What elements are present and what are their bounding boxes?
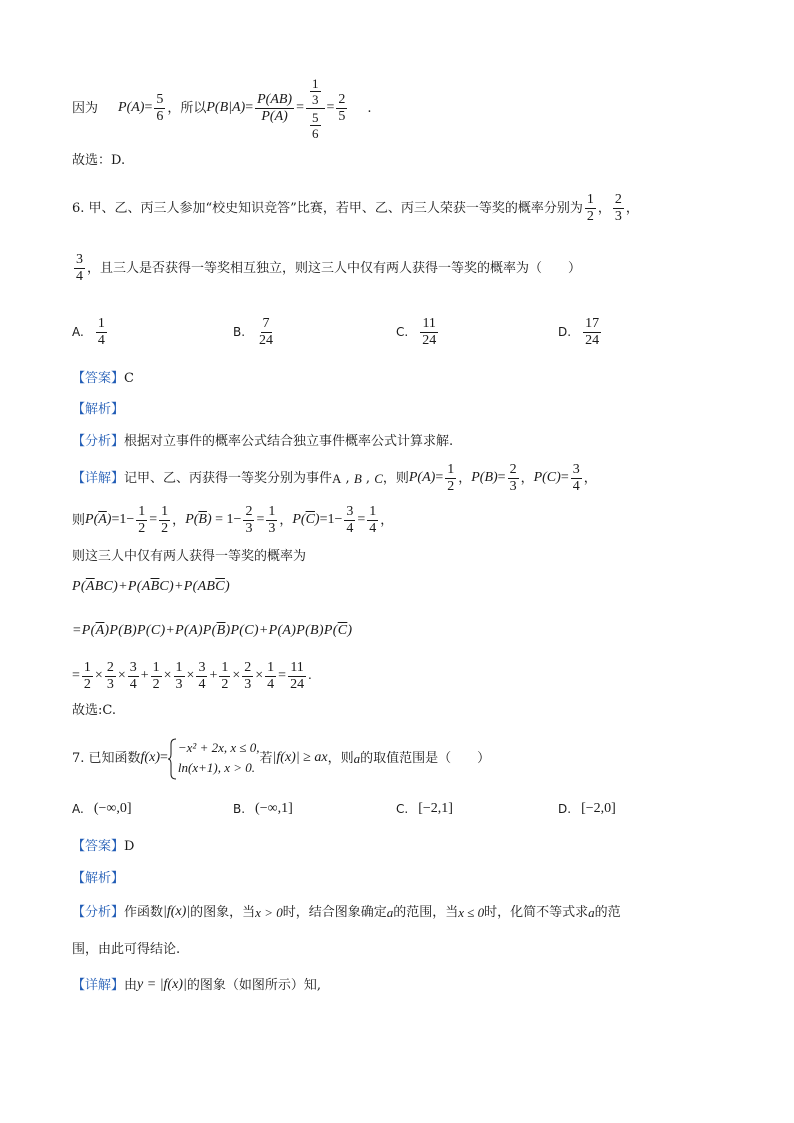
prev-pab-fraction: [255, 92, 294, 125]
q6-pAbar-frac-2-num: 1: [161, 503, 169, 519]
prev-nested-bot-num: 5: [312, 109, 319, 125]
q6-ev-c: C: [374, 470, 383, 486]
q7-option-b: [233, 802, 293, 816]
q7-x-le0: x ≤ 0: [458, 904, 485, 920]
q6-p1-fraction: [585, 192, 596, 225]
q6-fenxi-text: 根据对立事件的概率公式结合独立事件概率公式计算求解.: [124, 434, 454, 449]
q6-p1-num: 1: [586, 191, 594, 207]
q6-pBbar-frac-2-den: 3: [268, 520, 276, 536]
q6-answer-tag: 【答案】: [72, 371, 125, 386]
prev-eq-1: =: [144, 100, 153, 115]
q6-comma-1: ，: [597, 200, 611, 216]
e3-f6-den: 4: [198, 676, 206, 692]
e3-t4: ×: [186, 668, 195, 683]
e3-f2: [105, 660, 116, 693]
e3-f3-den: 4: [129, 676, 137, 692]
e3-t6: ×: [255, 668, 264, 683]
e3-f5: [174, 660, 185, 693]
q7-abs-ineq: |f(x)| ≥ ax: [272, 750, 328, 765]
prev-res-num: 2: [338, 91, 346, 107]
q7-option-c-value: [−2,1]: [418, 801, 453, 816]
q6-pA-frac: [445, 462, 456, 495]
q7-option-c: [396, 802, 453, 816]
q6-p1-den: 2: [586, 208, 594, 224]
q6-comma-2: ，: [625, 200, 639, 216]
prev-nested-top-den: 3: [312, 91, 319, 107]
q7-a-3: a: [588, 904, 595, 920]
q6-pC: P(C): [533, 470, 561, 485]
q7-abs-fx: |f(x)|: [163, 904, 191, 919]
e3-t2: ×: [117, 668, 126, 683]
q7-answer-value: D: [124, 839, 135, 854]
q6-option-a-num: 1: [97, 315, 105, 331]
q6-option-c: [396, 312, 440, 352]
q7-answer-tag: 【答案】: [72, 839, 125, 854]
prev-nested-top-frac: [310, 76, 321, 107]
q6-p3-num: 3: [76, 251, 83, 267]
q7-answer-row: [72, 840, 134, 853]
q6-option-b-num: 7: [262, 315, 270, 331]
e3-f9-den: 4: [267, 676, 275, 692]
e3-f4-den: 2: [152, 676, 160, 692]
q6-detail-line-1: 【详解】 记甲、乙、丙获得一等奖分别为事件 A , B , C ，则 P(A) = $\frac{1}{2}$ ， P(B) = $\frac{2}{3}$ ， P(C) = $\frac{3}{4}$ ，: [72, 461, 597, 494]
prev-so: ，所以: [167, 100, 207, 116]
q6-option-d-den: 24: [585, 332, 600, 348]
e3-f8-den: 3: [244, 676, 252, 692]
q7-case-2: ln(x+1), x > 0.: [177, 760, 255, 775]
e3-f7-num: 1: [221, 659, 229, 675]
q6-detail-tag: 【详解】: [72, 470, 125, 486]
q6-analysis-tag: 【解析】: [72, 402, 125, 417]
q6-pBbar-frac-1-den: 3: [245, 520, 253, 536]
e3-f7: [219, 660, 230, 693]
q7-detail-tag: 【详解】: [72, 977, 125, 993]
q6-pCbar-frac-1: [344, 504, 355, 537]
q7-y-eq: y = |f(x)|: [137, 977, 187, 992]
q6-pA-den: 2: [447, 478, 455, 494]
q7-fenxi-2: 的图象，当: [190, 904, 256, 920]
q7-case-1: −x² + 2x, x ≤ 0,: [177, 740, 260, 755]
q7-option-b-value: (−∞,1]: [255, 801, 293, 816]
q7-stem-2: 若: [259, 750, 273, 766]
q6-one-minus-3: =1−: [319, 512, 343, 527]
q7-stem: [72, 736, 490, 780]
e3-f5-den: 3: [175, 676, 183, 692]
prev-nested-bot-frac: [310, 110, 321, 141]
q6-option-d-fraction: [583, 316, 601, 349]
q6-pA-num: 1: [447, 461, 455, 477]
e3-t5: ×: [232, 668, 241, 683]
q7-fenxi-4: 的范围，当: [393, 904, 459, 920]
q6-option-b-den: 24: [259, 332, 274, 348]
q7-eq: =: [159, 750, 168, 765]
q6-stem-1: 6. 甲、乙、丙三人参加“校史知识竞答”比赛，若甲、乙、丙三人荣获一等奖的概率分别为: [72, 200, 583, 216]
q7-stem-4: 的取值范围是（ ）: [360, 750, 491, 766]
q6-option-b: [233, 312, 277, 352]
prev-eq-2: =: [245, 100, 254, 115]
q6-pC-num: 3: [572, 461, 580, 477]
e3-f7-den: 2: [221, 676, 229, 692]
q6-pCbar-frac-1-num: 3: [346, 503, 354, 519]
prev-pab-den: P(A): [261, 108, 288, 124]
q6-pBbar-frac-2: [266, 504, 277, 537]
left-brace-icon: [168, 738, 178, 780]
q7-stem-1: 7. 已知函数: [72, 750, 141, 766]
prev-dot: .: [367, 100, 372, 116]
prev-nested-top-num: 1: [312, 75, 319, 91]
q7-fenxi-1: 作函数: [124, 904, 164, 920]
e3-result-num: 11: [290, 659, 304, 675]
prev-nested-bottom: [306, 109, 325, 142]
q6-final: 故选:C.: [72, 703, 116, 718]
q6-detail-line-2: 则 $P(\overline{A})$ =1− $\frac{1}{2}$ = $\frac{1}{2}$ ， $P(\overline{B})$ = 1− $\frac{2}{3}$ = $\frac{1}{3}$ ， $P(\overline{C})$ =1− $\frac{3}{4}$ = $\frac{1}{4}$ ，: [72, 503, 394, 536]
prev-pa-den: 6: [156, 108, 164, 124]
q7-analysis-tag: 【解析】: [72, 871, 125, 886]
e3-f5-num: 1: [175, 659, 183, 675]
q6-pCbar-frac-2-num: 1: [369, 503, 377, 519]
q7-a: a: [353, 750, 361, 766]
q7-fenxi-3: 时，结合图象确定: [282, 904, 387, 920]
q6-pCbar-frac-1-den: 4: [346, 520, 354, 536]
q7-x-gt0: x > 0: [255, 904, 283, 920]
q7-fenxi-tag: 【分析】: [72, 904, 125, 920]
e3-f1-den: 2: [83, 676, 91, 692]
q6-p2-fraction: [613, 192, 624, 225]
q7-option-c-label: C.: [396, 802, 409, 816]
prev-intro: 因为: [72, 100, 99, 116]
q6-detail-1: 记甲、乙、丙获得一等奖分别为事件: [124, 470, 333, 486]
q6-expr-3: = $\frac{1}{2}$ × $\frac{2}{3}$ × $\frac{3}{4}$ + $\frac{1}{2}$ × $\frac{1}{3}$ × $\frac{3}{4}$ + $\frac{1}{2}$ × $\frac{2}{3}$ × $\frac{1}{4}$ = $\frac{11}{24}$ .: [72, 659, 312, 692]
q6-pAbar: $P(\overline{A})$: [85, 512, 112, 527]
q6-p3-den: 4: [76, 268, 83, 284]
q7-option-d-label: D.: [558, 802, 572, 816]
q6-expr-2: $=P(\overline{A})P(B)P(C)+P(A)P(\overline{B})P(C)+P(A)P(B)P(\overline{C})$: [72, 623, 353, 638]
q7-option-b-label: B.: [233, 802, 246, 816]
q7-detail-2: 的图象（如图所示）知,: [186, 977, 321, 993]
q6-option-d: [558, 312, 603, 352]
prev-eq-4: =: [326, 100, 335, 115]
q6-pC-den: 4: [572, 478, 580, 494]
q6-line2-prefix: 则: [72, 512, 86, 528]
q6-pAbar-frac-2: [159, 504, 170, 537]
q6-stem-2: ，且三人是否获得一等奖相互独立，则这三人中仅有两人获得一等奖的概率为（ ）: [87, 260, 582, 276]
q6-pBbar-frac-2-num: 1: [268, 503, 276, 519]
q6-pB-num: 2: [509, 461, 517, 477]
q6-p3-fraction: [74, 252, 85, 285]
q6-pA: P(A): [408, 470, 436, 485]
q6-one-minus-1: =1−: [111, 512, 135, 527]
q6-expr-1: $P(\overline{A}BC)+P(A\overline{B}C)+P(AB\overline{C})$: [72, 579, 230, 594]
q6-option-a: [72, 312, 109, 352]
e3-f6-num: 3: [198, 659, 206, 675]
e3-f8: [242, 660, 253, 693]
q6-option-a-label: A.: [72, 325, 84, 339]
q6-pB-den: 3: [509, 478, 517, 494]
q6-option-b-label: B.: [233, 325, 246, 339]
q6-pBbar-frac-1-num: 2: [245, 503, 253, 519]
prev-pba: P(B|A): [206, 100, 246, 115]
q6-ev-b: B: [353, 470, 362, 486]
q6-fenxi-tag: 【分析】: [72, 434, 125, 449]
q6-pB-frac: [508, 462, 519, 495]
q6-p2-num: 2: [614, 191, 622, 207]
q7-option-d: [558, 802, 616, 816]
q6-pAbar-frac-2-den: 2: [161, 520, 169, 536]
q6-pAbar-frac-1-den: 2: [138, 520, 146, 536]
q6-pCbar-frac-2: [367, 504, 378, 537]
q7-option-d-value: [−2,0]: [581, 801, 616, 816]
q7-fx: f(x): [140, 750, 160, 765]
e3-f3: [128, 660, 139, 693]
q6-option-c-label: C.: [396, 325, 409, 339]
e3-f2-den: 3: [106, 676, 114, 692]
q6-answer-row: [72, 372, 134, 385]
e3-f4-num: 1: [152, 659, 160, 675]
prev-nested-fraction: [306, 75, 325, 142]
q6-pAbar-frac-1-num: 1: [138, 503, 146, 519]
q6-option-b-fraction: [257, 316, 275, 349]
e3-t3: ×: [163, 668, 172, 683]
q6-fenxi-row: [72, 435, 453, 448]
prev-eq-3: =: [296, 100, 304, 115]
prev-pa: P(A): [118, 100, 145, 115]
e3-result: [288, 660, 306, 693]
q6-pAbar-frac-1: [136, 504, 147, 537]
q6-pB: P(B): [471, 470, 498, 485]
prev-pa-num: 5: [156, 91, 164, 107]
e3-p2: +: [209, 668, 218, 683]
q6-pBbar-frac-1: [243, 504, 254, 537]
prev-nested-top: [306, 75, 325, 109]
q6-then: ，则: [382, 470, 409, 486]
q7-option-a-value: (−∞,0]: [93, 801, 132, 816]
prev-solution-line: [72, 75, 372, 141]
q6-option-d-num: 17: [585, 315, 600, 331]
e3-t1: ×: [94, 668, 103, 683]
q6-option-c-den: 24: [422, 332, 437, 348]
q7-option-a-label: A.: [72, 802, 84, 816]
q6-answer-value: C: [124, 371, 134, 386]
e3-f1-num: 1: [83, 659, 91, 675]
q6-pC-frac: [571, 462, 582, 495]
q6-option-a-den: 4: [97, 332, 105, 348]
prev-pab-num: P(AB): [257, 91, 293, 107]
q7-a-2: a: [386, 904, 394, 920]
q6-detail-line-3: 则这三人中仅有两人获得一等奖的概率为: [72, 549, 307, 564]
q6-option-d-label: D.: [558, 325, 572, 339]
q7-fenxi-line-1: [72, 905, 621, 919]
q7-option-a: [72, 802, 132, 816]
e3-p1: +: [140, 668, 149, 683]
prev-res-den: 5: [338, 108, 346, 124]
e3-f4: [151, 660, 162, 693]
q6-ev-a: A: [332, 470, 342, 486]
e3-f2-num: 2: [106, 659, 114, 675]
q6-option-c-fraction: [420, 316, 438, 349]
q6-option-a-fraction: [96, 316, 107, 349]
q7-piecewise: [168, 738, 260, 778]
e3-f1: [82, 660, 93, 693]
e3-f3-num: 3: [129, 659, 137, 675]
prev-answer: 故选：D.: [72, 153, 126, 168]
e3-f9-num: 1: [267, 659, 275, 675]
q7-fenxi-5: 时，化简不等式求: [484, 904, 589, 920]
prev-nested-bot-den: 6: [312, 125, 319, 141]
q7-stem-3: ，则: [327, 750, 354, 766]
q7-detail-1: 由: [124, 977, 138, 993]
q7-detail-line: [72, 978, 321, 992]
q6-option-c-num: 11: [422, 315, 436, 331]
q6-stem-line-2: [72, 248, 581, 288]
e3-result-den: 24: [290, 676, 305, 692]
q6-pCbar-frac-2-den: 4: [369, 520, 377, 536]
q7-fenxi-line-2: 围，由此可得结论.: [72, 942, 181, 957]
q6-stem-line-1: [72, 188, 639, 228]
q7-fenxi-6: 的范: [594, 904, 621, 920]
prev-result-fraction: [336, 92, 347, 125]
q6-pCbar: $P(\overline{C})$: [292, 512, 320, 527]
q6-p2-den: 3: [614, 208, 622, 224]
e3-f8-num: 2: [244, 659, 252, 675]
e3-f9: [265, 660, 276, 693]
prev-pa-fraction: [154, 92, 165, 125]
q6-pBbar: $P(\overline{B})$: [185, 512, 212, 527]
e3-f6: [196, 660, 207, 693]
